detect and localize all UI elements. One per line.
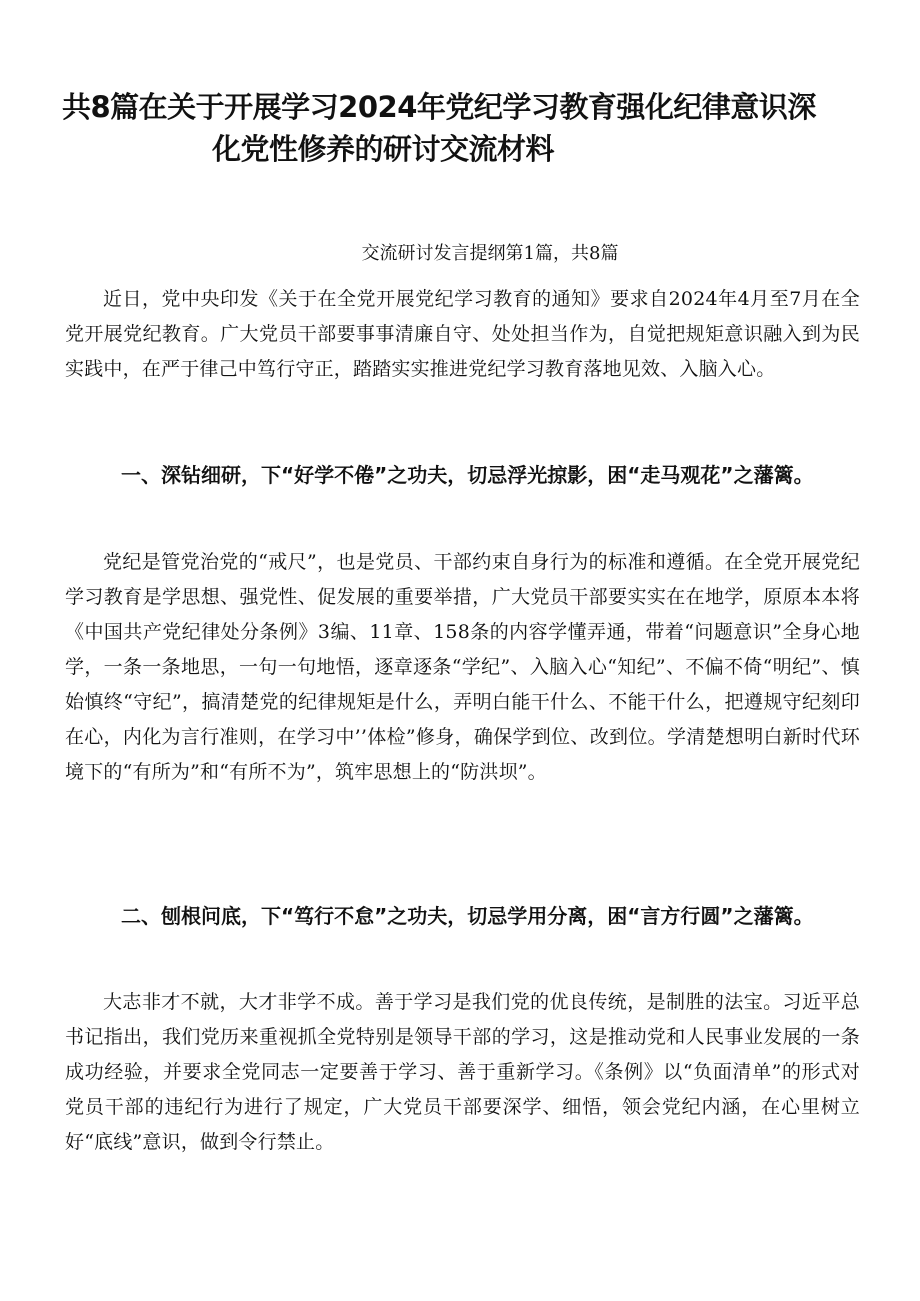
- document-subtitle: 交流研讨发言提纲第1篇，共8篇: [361, 243, 619, 264]
- section-heading-2: 二、刨根问底，下“笃行不怠”之功夫，切忌学用分离，困“言方行圆”之藩篱。: [121, 904, 814, 928]
- paragraph-section-2: 大志非才不就，大才非学不成。善于学习是我们党的优良传统，是制胜的法宝。习近平总书记指出，我们党历来重视抓全党特别是领导干部的学习，这是推动党和人民事业发展的一条成功经验，并要求全党同志一定要善于学习、善于重新学习。《条例》以“负面清单”的形式对党员干部的违纪行为进行了规定，广大党员干部要深学、细悟，领会党纪内涵，在心里树立好“底线”意识，做到令行禁止。: [65, 991, 860, 1153]
- document-title: [62, 86, 862, 170]
- paragraph-intro: 近日，党中央印发《关于在全党开展党纪学习教育的通知》要求自2024年4月至7月在全党开展党纪教育。广大党员干部要事事清廉自守、处处担当作为，自觉把规矩意识融入到为民实践中，在严于律己中笃行守正，踏踏实实推进党纪学习教育落地见效、入脑入心。: [65, 288, 860, 380]
- section-heading-1: 一、深钻细研，下“好学不倦”之功夫，切忌浮光掠影，困“走马观花”之藩篱。: [121, 463, 814, 487]
- document-title-line2: 化党性修养的研讨交流材料: [212, 132, 555, 166]
- paragraph-section-1: 党纪是管党治党的“戒尺”，也是党员、干部约束自身行为的标准和遵循。在全党开展党纪学习教育是学思想、强党性、促发展的重要举措，广大党员干部要实实在在地学，原原本本将《中国共产党纪律处分条例》3编、11章、158条的内容学懂弄通，带着“问题意识”全身心地学，一条一条地思，一句一句地悟，逐章逐条“学纪”、入脑入心“知纪”、不偏不倚“明纪”、慎始慎终“守纪”，搞清楚党的纪律规矩是什么，弄明白能干什么、不能干什么，把遵规守纪刻印在心，内化为言行准则，在学习中’’体检”修身，确保学到位、改到位。学清楚想明白新时代环境下的“有所为”和“有所不为”，筑牢思想上的“防洪坝”。: [65, 551, 860, 783]
- document-title-line1: 共8篇在关于开展学习2024年党纪学习教育强化纪律意识深: [62, 90, 816, 124]
